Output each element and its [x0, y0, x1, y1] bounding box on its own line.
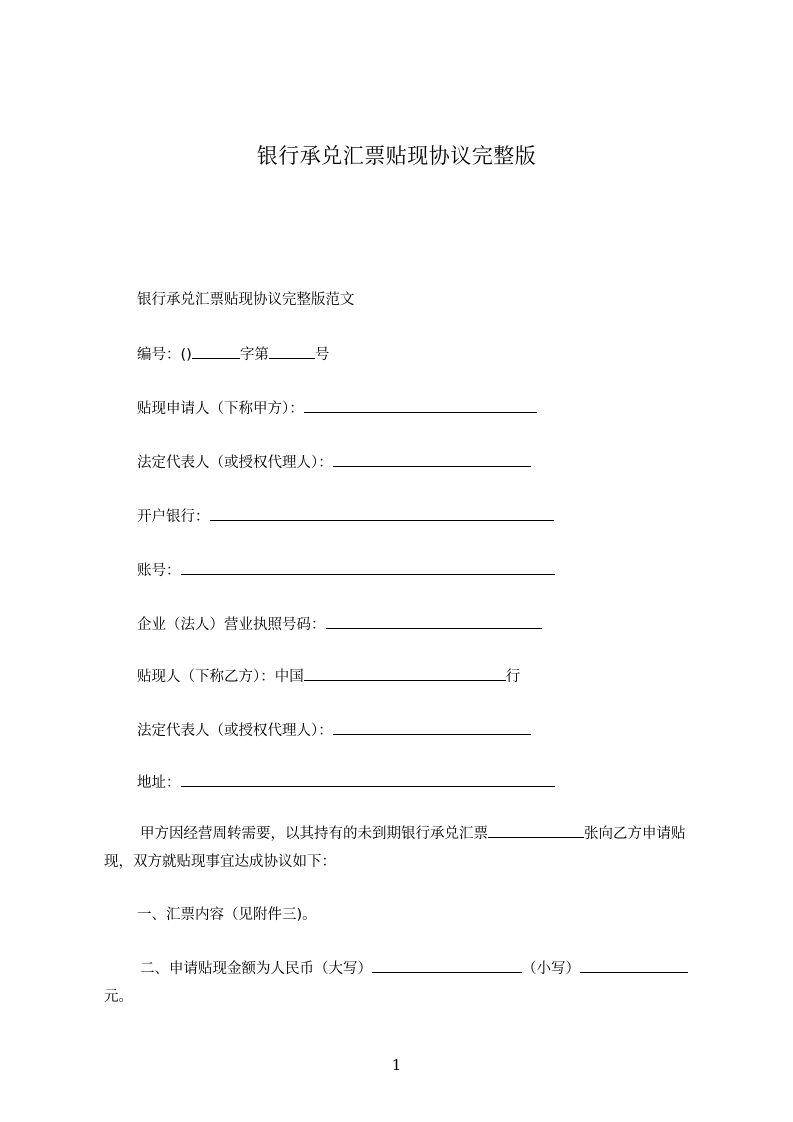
blank-line — [677, 958, 688, 973]
field-license — [137, 614, 542, 635]
field-label: 贴现申请人（下称甲方）： — [137, 401, 304, 417]
blank-line — [488, 823, 584, 838]
field-label: 开户银行： — [137, 509, 210, 525]
clause-2-text-3: 元。 — [104, 989, 133, 1005]
number-label: 编号：() — [137, 347, 192, 363]
clause-2 — [104, 955, 704, 1011]
number-mid: 字第 — [239, 347, 269, 363]
clause-2-text-1: 二、申请贴现金额为人民币（大写） — [140, 961, 372, 977]
intro-text-1: 甲方因经营周转需要，以其持有的未到期银行承兑汇票 — [140, 826, 488, 842]
blank-line — [326, 614, 542, 629]
field-legal-rep-b — [137, 720, 531, 741]
intro-text-2: 张向乙方申请贴现，双方就贴现事宜达成协议如下： — [104, 826, 686, 870]
blank-line — [304, 666, 506, 681]
field-legal-rep-a — [137, 452, 531, 473]
blank-line — [210, 506, 554, 521]
field-label: 账号： — [137, 563, 181, 579]
blank-line — [333, 720, 531, 735]
field-address — [137, 772, 555, 793]
blank-line — [181, 772, 555, 787]
field-label: 企业（法人）营业执照号码： — [137, 617, 326, 633]
clause-1: 一、汇票内容（见附件三)。 — [137, 907, 317, 923]
field-discounter — [137, 666, 520, 687]
document-subtitle: 银行承兑汇票贴现协议完整版范文 — [137, 292, 355, 308]
page-title: 银行承兑汇票贴现协议完整版 — [256, 144, 537, 168]
field-label: 法定代表人（或授权代理人）： — [137, 455, 333, 471]
field-bank — [137, 506, 554, 527]
field-account — [137, 560, 555, 581]
field-label: 法定代表人（或授权代理人）： — [137, 723, 333, 739]
page-number: 1 — [391, 1056, 402, 1074]
field-suffix: 行 — [505, 669, 521, 685]
blank-line — [372, 958, 522, 973]
field-label: 贴现人（下称乙方）：中国 — [137, 669, 304, 685]
blank-line — [580, 958, 677, 973]
blank-line — [192, 344, 240, 359]
blank-line — [181, 560, 555, 575]
number-line — [137, 344, 329, 365]
intro-paragraph — [104, 820, 704, 876]
field-applicant — [137, 398, 537, 419]
blank-line — [304, 398, 537, 413]
number-end: 号 — [314, 347, 330, 363]
blank-line — [333, 452, 531, 467]
blank-line — [269, 344, 315, 359]
clause-2-text-2: （小写） — [522, 961, 580, 977]
field-label: 地址： — [137, 775, 181, 791]
